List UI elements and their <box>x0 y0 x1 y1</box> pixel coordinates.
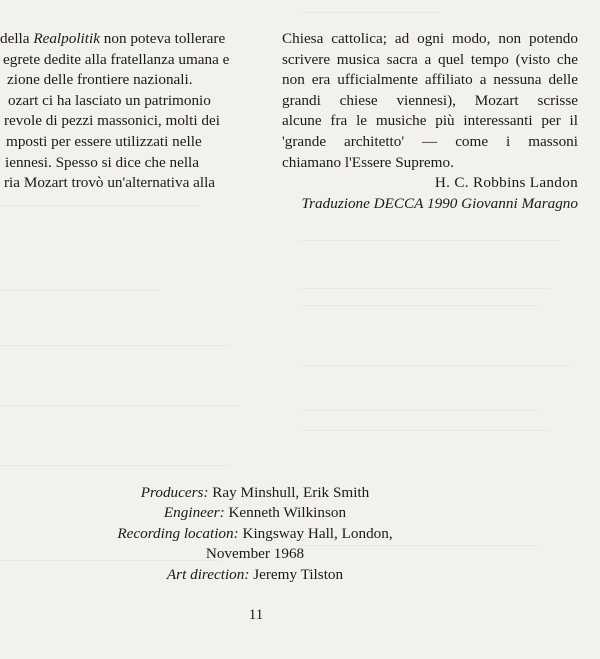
right-text-column <box>282 29 578 214</box>
right-line: scrivere musica sacra a quel tempo (visto che <box>282 50 578 68</box>
left-line: iennesi. Spesso si dice che nella <box>5 153 200 171</box>
left-line: zione delle frontiere nazionali. <box>7 71 193 89</box>
left-line: egrete dedite alla fratellanza umana e <box>3 50 230 68</box>
credit-row-date: November 1968 <box>205 545 305 563</box>
left-line: ria Mozart trovò un'alternativa alla <box>4 174 216 192</box>
right-line: Chiesa cattolica; ad ogni modo, non potendo <box>282 30 578 47</box>
right-line: non era ufficialmente affiliato a nessuna delle <box>282 71 578 89</box>
credit-row-art-direction: Art direction: Jeremy Tilston <box>166 565 344 583</box>
left-line: mposti per essere utilizzati nelle <box>6 132 202 150</box>
left-line: ozart ci ha lasciato un patrimonio <box>8 91 211 109</box>
left-text-column <box>0 29 244 194</box>
credit-row-producers: Producers: Ray Minshull, Erik Smith <box>140 484 370 501</box>
right-line: grandi chiese viennesi), Mozart scrisse <box>282 91 578 109</box>
left-line: revole di pezzi massonici, molti dei <box>4 112 220 130</box>
translation-credit: Traduzione DECCA 1990 Giovanni Maragno <box>301 194 578 212</box>
page-number: 11 <box>248 607 264 623</box>
right-line: alcune fra le musiche più interessanti per il <box>282 112 578 130</box>
production-credits <box>100 483 410 585</box>
credit-row-location: Recording location: Kingsway Hall, London, <box>117 524 393 542</box>
credit-row-engineer: Engineer: Kenneth Wilkinson <box>163 504 347 522</box>
right-line: chiamano l'Essere Supremo. <box>282 153 454 171</box>
left-line: della Realpolitik non poteva tollerare <box>0 30 226 47</box>
author-signature: H. C. Robbins Landon <box>434 174 578 192</box>
right-line: 'grande architetto' — come i massoni <box>282 132 578 150</box>
